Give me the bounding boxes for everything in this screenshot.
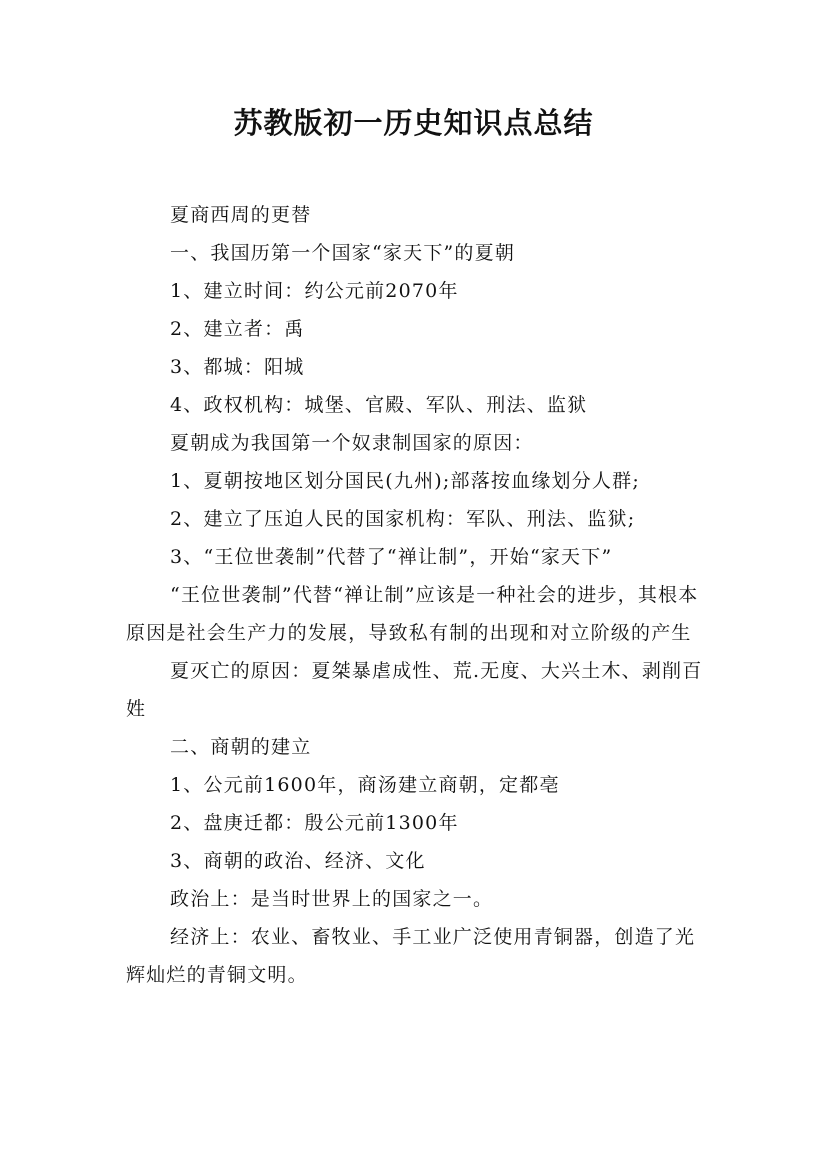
- paragraph: 政治上：是当时世界上的国家之一。: [170, 888, 494, 910]
- paragraph: 夏灭亡的原因：夏桀暴虐成性、荒.无度、大兴土木、剥削百姓: [126, 660, 703, 720]
- paragraph: “王位世袭制”代替“禅让制”应该是一种社会的进步，其根本原因是社会生产力的发展，导致私有制的出现和对立阶级的产生: [126, 584, 699, 644]
- list-item: 3、“王位世袭制”代替了“禅让制”，开始“家天下”: [170, 546, 613, 568]
- list-item: 3、都城：阳城: [170, 356, 305, 378]
- section-heading: 夏商西周的更替: [170, 204, 312, 226]
- list-item: 2、建立了压迫人民的国家机构：军队、刑法、监狱;: [170, 508, 636, 530]
- list-item: 2、建立者：禹: [170, 318, 305, 340]
- list-item: 2、盘庚迁都：殷公元前1300年: [170, 812, 459, 834]
- list-item: 3、商朝的政治、经济、文化: [170, 850, 426, 872]
- list-item: 1、公元前1600年，商汤建立商朝，定都亳: [170, 774, 560, 796]
- list-item: 4、政权机构：城堡、官殿、军队、刑法、监狱: [170, 394, 588, 416]
- paragraph: 经济上：农业、畜牧业、手工业广泛使用青铜器，创造了光辉灿烂的青铜文明。: [126, 926, 696, 986]
- document-title: 苏教版初一历史知识点总结: [233, 106, 594, 140]
- list-item: 1、夏朝按地区划分国民(九州);部落按血缘划分人群;: [170, 470, 640, 492]
- paragraph: 夏朝成为我国第一个奴隶制国家的原因：: [170, 432, 534, 454]
- subsection-heading: 一、我国历第一个国家“家天下”的夏朝: [170, 242, 516, 264]
- list-item: 1、建立时间：约公元前2070年: [170, 280, 459, 302]
- document-body: [126, 196, 706, 994]
- subsection-heading: 二、商朝的建立: [170, 736, 312, 758]
